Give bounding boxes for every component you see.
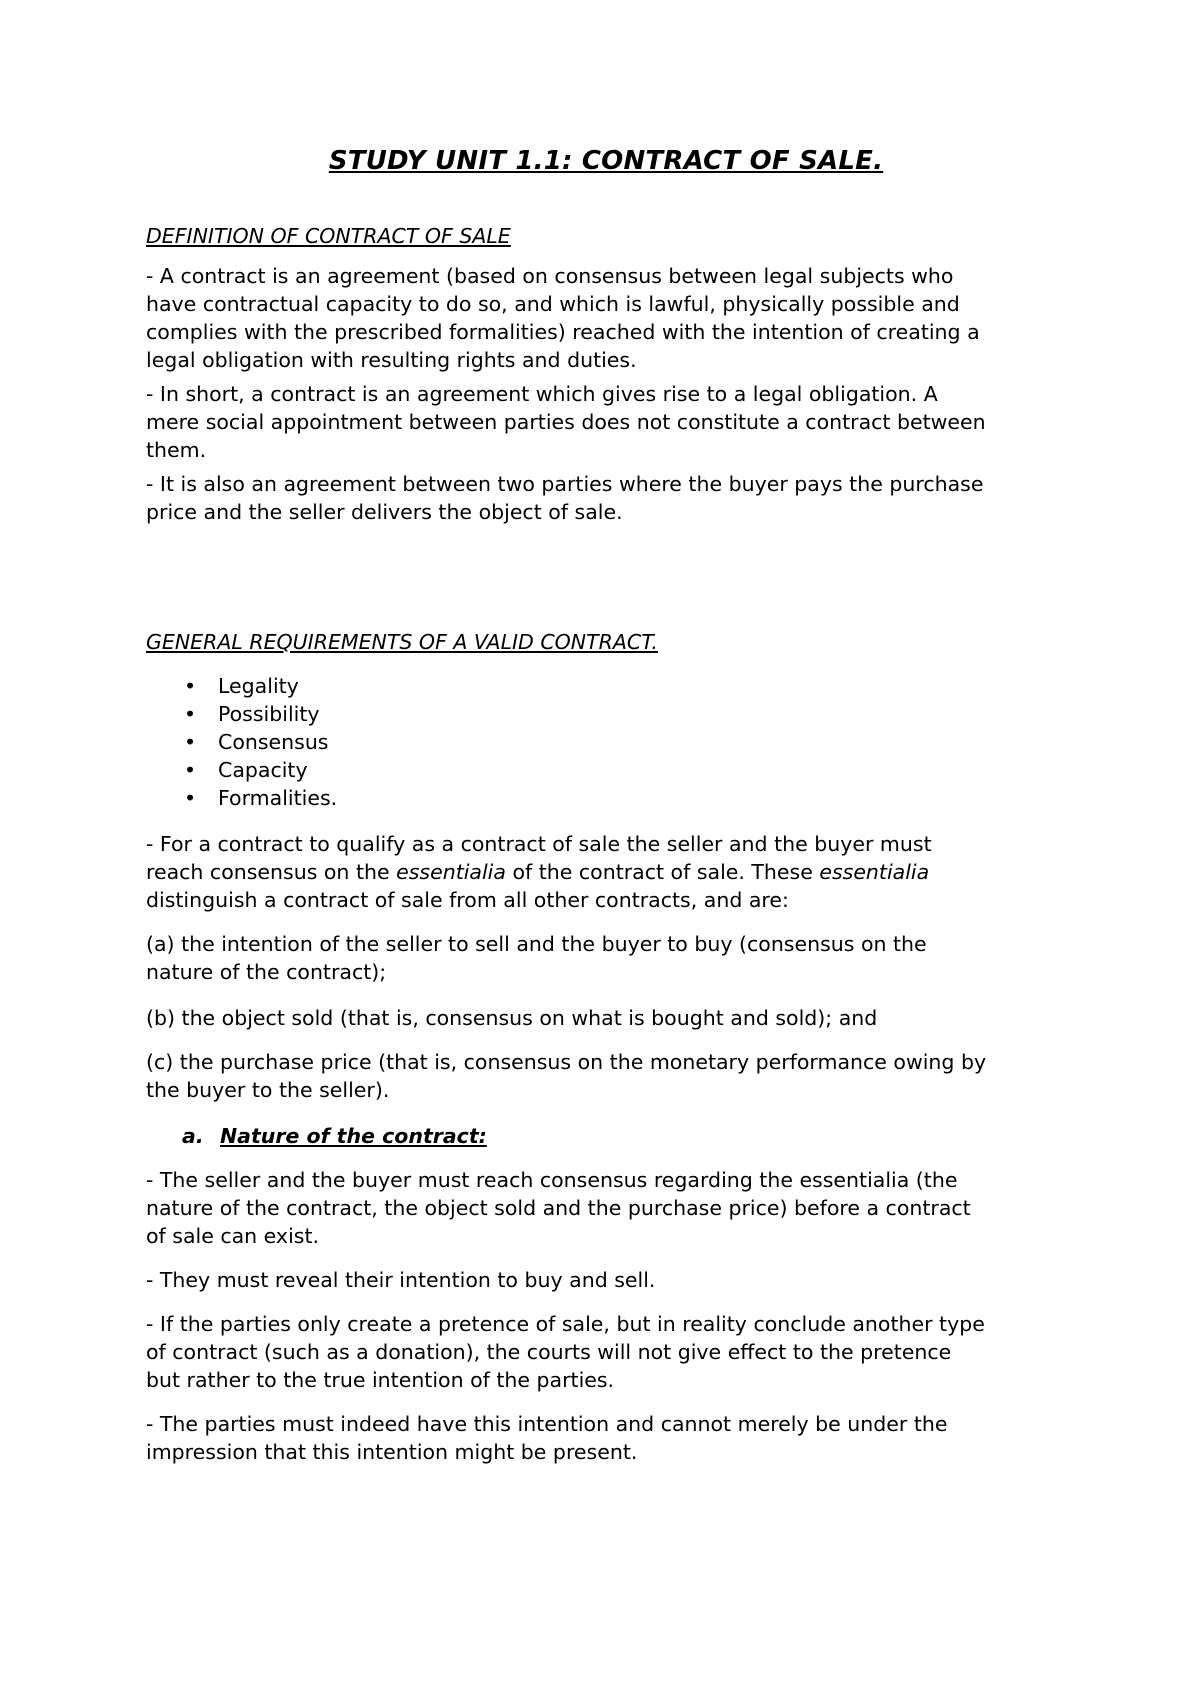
page-title: STUDY UNIT 1.1: CONTRACT OF SALE.: [328, 146, 884, 176]
list-item-label: Possibility: [218, 702, 320, 726]
text-line: - If the parties only create a pretence of sale, but in reality conclude another type: [146, 1312, 985, 1336]
text-span: reach consensus on the: [146, 860, 397, 884]
text-line: mere social appointment between parties does not constitute a contract between: [146, 410, 986, 434]
text-line: - A contract is an agreement (based on consensus between legal subjects who: [146, 264, 954, 288]
nature-paragraph-1: [146, 1166, 1066, 1250]
definition-heading: DEFINITION OF CONTRACT OF SALE: [146, 224, 511, 248]
definition-paragraph-3: [146, 470, 1066, 526]
list-item-label: Capacity: [218, 758, 308, 782]
essentialia-item-c: [146, 1048, 1066, 1104]
bullet-icon: •: [184, 786, 197, 810]
definition-paragraph-2: [146, 380, 1066, 464]
bullet-icon: •: [184, 674, 197, 698]
list-item-label: Formalities.: [218, 786, 338, 810]
list-item-label: Legality: [218, 674, 299, 698]
text-line: price and the seller delivers the object of sale.: [146, 500, 623, 524]
emphasis: essentialia: [396, 860, 506, 884]
nature-heading: [146, 1122, 1066, 1150]
subheading-label: Nature of the contract:: [220, 1124, 487, 1148]
text-span: of the contract of sale. These: [505, 860, 820, 884]
text-line: (a) the intention of the seller to sell and the buyer to buy (consensus on the: [146, 932, 927, 956]
requirements-list: [146, 672, 1066, 812]
nature-paragraph-3: [146, 1310, 1066, 1394]
text-line: nature of the contract, the object sold and the purchase price) before a contract: [146, 1196, 971, 1220]
nature-paragraph-4: [146, 1410, 1066, 1466]
list-item: [146, 672, 1066, 700]
text-line: complies with the prescribed formalities) reached with the intention of creating a: [146, 320, 980, 344]
text-line: (c) the purchase price (that is, consensus on the monetary performance owing by: [146, 1050, 987, 1074]
requirements-heading: GENERAL REQUIREMENTS OF A VALID CONTRACT.: [146, 630, 658, 654]
list-item: [146, 756, 1066, 784]
text-line: - The parties must indeed have this intention and cannot merely be under the: [146, 1412, 948, 1436]
essentialia-item-b: [146, 1004, 1066, 1032]
text-line: of contract (such as a donation), the courts will not give effect to the pretence: [146, 1340, 952, 1364]
text-line: - They must reveal their intention to buy and sell.: [146, 1268, 656, 1292]
text-line: [146, 858, 1066, 886]
text-line: of sale can exist.: [146, 1224, 319, 1248]
text-line: impression that this intention might be present.: [146, 1440, 638, 1464]
text-line: legal obligation with resulting rights and duties.: [146, 348, 637, 372]
list-letter: a.: [182, 1124, 204, 1148]
text-line: have contractual capacity to do so, and which is lawful, physically possible and: [146, 292, 960, 316]
nature-paragraph-2: [146, 1266, 1066, 1294]
list-item: [146, 784, 1066, 812]
list-item: [146, 728, 1066, 756]
essentialia-paragraph: [146, 830, 1066, 914]
text-line: - In short, a contract is an agreement which gives rise to a legal obligation. A: [146, 382, 938, 406]
text-line: nature of the contract);: [146, 960, 387, 984]
text-line: - The seller and the buyer must reach consensus regarding the essentialia (the: [146, 1168, 958, 1192]
bullet-icon: •: [184, 758, 197, 782]
bullet-icon: •: [184, 730, 197, 754]
text-line: - For a contract to qualify as a contract of sale the seller and the buyer must: [146, 832, 932, 856]
list-item-label: Consensus: [218, 730, 329, 754]
text-line: the buyer to the seller).: [146, 1078, 390, 1102]
text-line: them.: [146, 438, 207, 462]
emphasis: essentialia: [819, 860, 930, 884]
list-item: [146, 700, 1066, 728]
text-line: - It is also an agreement between two parties where the buyer pays the purchase: [146, 472, 984, 496]
text-line: distinguish a contract of sale from all other contracts, and are:: [146, 888, 789, 912]
definition-paragraph-1: [146, 262, 1066, 374]
bullet-icon: •: [184, 702, 197, 726]
text-line: (b) the object sold (that is, consensus on what is bought and sold); and: [146, 1006, 878, 1030]
text-line: but rather to the true intention of the parties.: [146, 1368, 615, 1392]
essentialia-item-a: [146, 930, 1066, 986]
